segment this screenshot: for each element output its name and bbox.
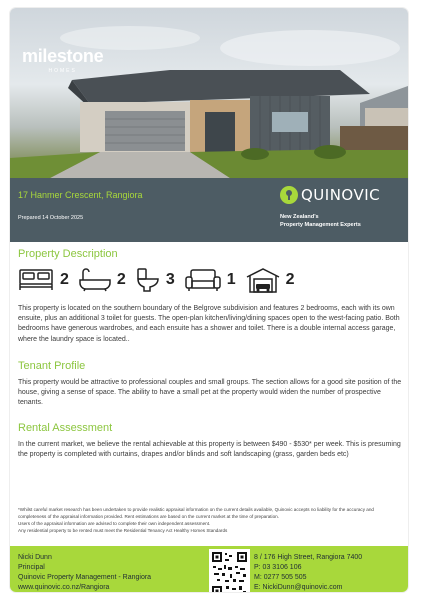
disclaimer-line-1: *Whilst careful market research has been undertaken to provide realistic appraisal information on the current details available, Quinovic accepts no liability for the accuracy and completeness of the appraisal information provided. Rent estimations are based on the current market at the time of preparation.: [18, 507, 374, 519]
quinovic-logo: [280, 186, 380, 204]
bath-icon: [79, 268, 111, 292]
phone-number[interactable]: P: 03 3106 106: [254, 564, 302, 571]
qr-code[interactable]: [209, 549, 250, 592]
agent-name: Nicki Dunn: [18, 554, 52, 561]
rental-assessment-heading: Rental Assessment: [18, 422, 113, 434]
tagline-line-2: Property Management Experts: [280, 222, 361, 228]
office-name: Quinovic Property Management - Rangiora: [18, 574, 152, 581]
office-address: 8 / 176 High Street, Rangiora 7400: [254, 554, 363, 561]
company-name: QUINOVIC: [301, 186, 381, 204]
key-icon: [280, 186, 298, 204]
property-address: 17 Hanmer Crescent, Rangiora: [18, 190, 143, 200]
brand-sub: HOMES: [48, 68, 77, 74]
garage-icon: [246, 267, 280, 293]
rental-assessment-text: In the current market, we believe the rental achievable at this property is between $490 - $530* per week. This is presuming the property is completed with curtains, drapes and/or blinds and soft landscaping (grass, garden beds etc): [18, 441, 401, 459]
garage-count: 2: [285, 271, 295, 288]
appraisal-sheet: [10, 8, 408, 592]
bathrooms-count: 2: [116, 271, 126, 288]
toilets-feature: [136, 267, 175, 293]
contact-footer: [10, 546, 408, 592]
living-count: 1: [226, 271, 236, 288]
prepared-date: Prepared 14 October 2025: [18, 215, 84, 221]
sofa-icon: [185, 268, 221, 292]
tenant-profile-text: This property would be attractive to professional couples and small groups. The section allows for a good site position of the house, giving a sense of space. The ability to have a small pet at the property would widen the number of prospective tenants.: [18, 379, 402, 407]
bedrooms-count: 2: [60, 271, 69, 288]
house-illustration: [10, 8, 408, 178]
agent-title: Principal: [18, 564, 45, 571]
toilet-icon: [136, 267, 160, 293]
bedrooms-feature: [18, 268, 69, 292]
toilets-count: 3: [165, 271, 175, 288]
address-band: [10, 178, 408, 242]
disclaimer-line-3: Any residential property to be rented must meet the Residential Tenancy Act Healthy Homes Standards: [18, 528, 228, 533]
bathrooms-feature: [79, 268, 126, 292]
house-render-image: [10, 8, 408, 178]
company-tagline: [280, 213, 361, 229]
qr-code-icon: [209, 549, 250, 592]
email-link[interactable]: E: NickiDunn@quinovic.com: [254, 584, 343, 591]
disclaimer-line-2: Users of the appraisal information are advised to complete their own independent assessment.: [18, 521, 211, 526]
feature-icons-row: [18, 266, 305, 294]
agent-details: [18, 553, 151, 592]
contact-details: [254, 553, 362, 592]
living-feature: [185, 268, 236, 292]
milestone-logo: [22, 46, 103, 74]
website-link[interactable]: www.quinovic.co.nz/Rangiora: [18, 584, 110, 591]
mobile-number[interactable]: M: 0277 505 505: [254, 574, 307, 581]
bed-icon: [18, 268, 54, 292]
tagline-line-1: New Zealand's: [280, 214, 319, 220]
garage-feature: [246, 267, 295, 293]
disclaimer: [18, 506, 398, 534]
tenant-profile-heading: Tenant Profile: [18, 360, 86, 372]
brand-name: milestone: [22, 46, 104, 66]
property-description-text: This property is located on the southern boundary of the Belgrove subdivision and features 2 bedrooms, each with its own ensuite, plus an additional 3 toilet for guests. The open-plan kitchen/living/dining spaces open to the west-facing patio. Both bedrooms have generous wardrobes, and each ensuite has a shower and toilet. There is a double internal access garage, where the laundry space is located..: [18, 305, 400, 343]
property-description-heading: Property Description: [18, 248, 118, 260]
